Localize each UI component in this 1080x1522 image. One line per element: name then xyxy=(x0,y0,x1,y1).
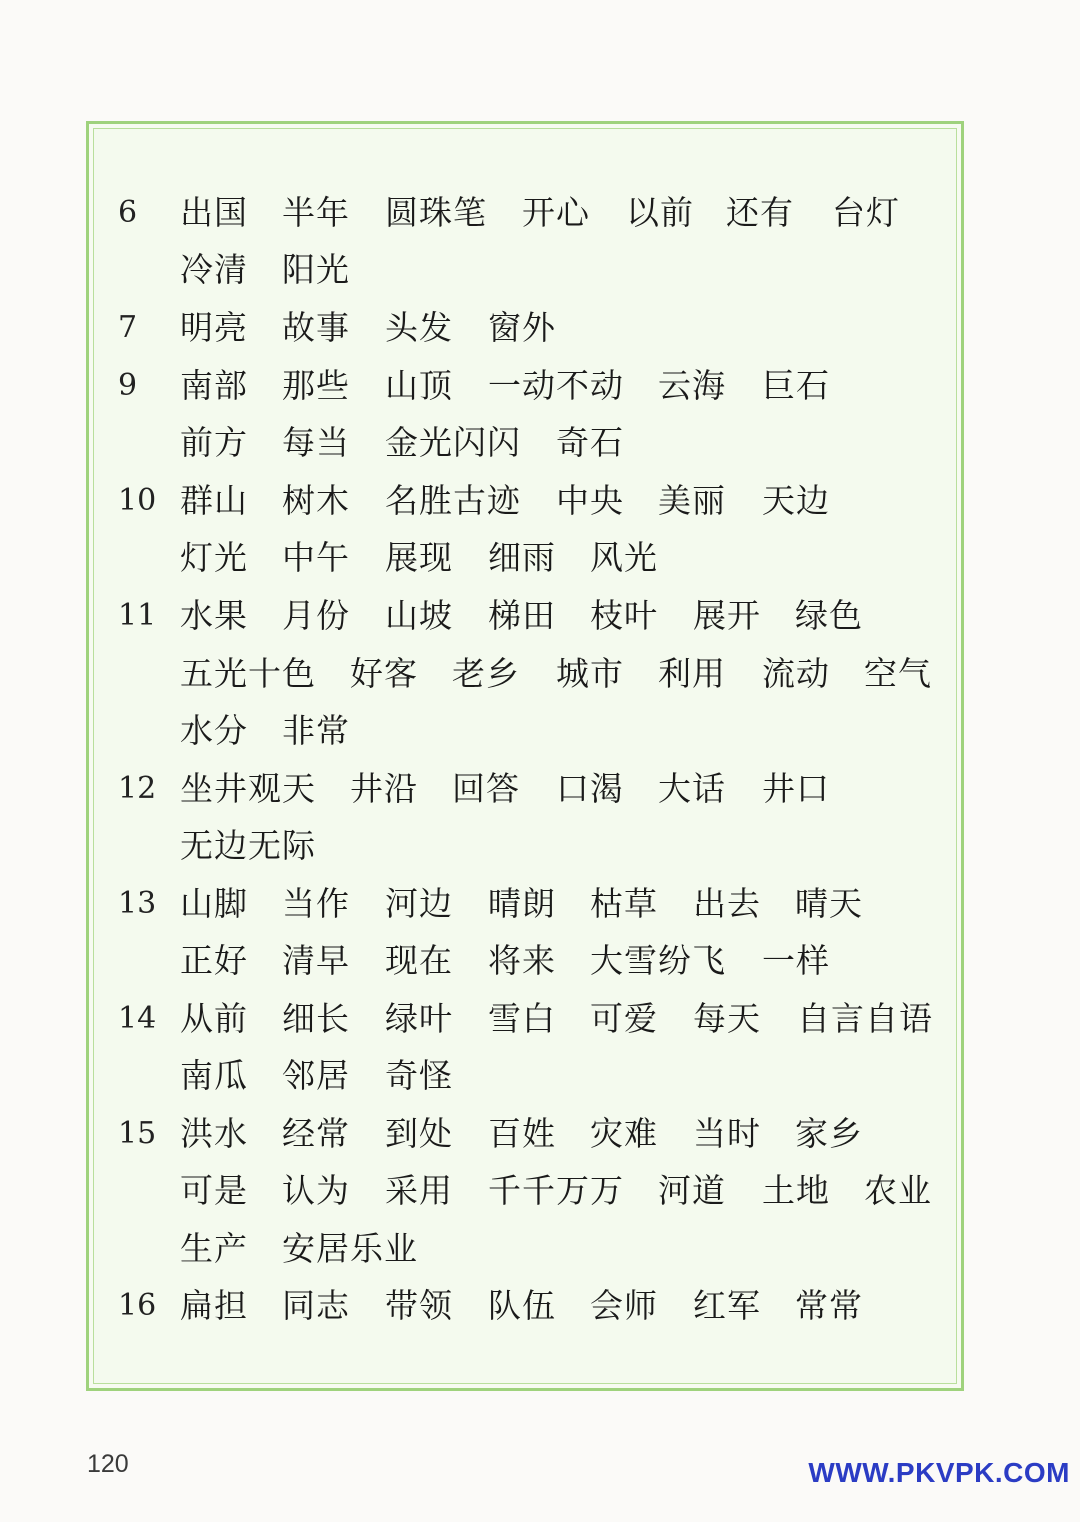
vocab-word: 经常 xyxy=(282,1114,350,1153)
vocab-word: 口渴 xyxy=(556,769,624,808)
vocab-word: 回答 xyxy=(452,769,520,808)
vocab-word: 还有 xyxy=(726,193,794,232)
lesson-number: 14 xyxy=(118,1001,157,1036)
lesson-number: 13 xyxy=(118,886,157,921)
vocab-word: 云海 xyxy=(658,366,726,405)
vocab-word: 大话 xyxy=(658,769,726,808)
vocab-word: 阳光 xyxy=(282,250,350,289)
vocab-word: 可爱 xyxy=(590,999,658,1038)
vocab-line xyxy=(0,193,1000,271)
vocab-word: 巨石 xyxy=(762,366,830,405)
vocab-word: 水分 xyxy=(180,711,248,750)
vocab-line xyxy=(0,1286,1000,1364)
lesson-number: 11 xyxy=(118,598,157,633)
vocab-word: 灯光 xyxy=(180,538,248,577)
vocab-word: 现在 xyxy=(385,941,453,980)
vocab-word: 从前 xyxy=(180,999,248,1038)
vocab-word: 坐井观天 xyxy=(180,769,316,808)
vocab-word: 天边 xyxy=(762,481,830,520)
vocab-word: 利用 xyxy=(658,654,726,693)
vocab-word: 中午 xyxy=(282,538,350,577)
vocab-word: 窗外 xyxy=(488,308,556,347)
vocab-word: 群山 xyxy=(180,481,248,520)
vocab-word: 每天 xyxy=(693,999,761,1038)
vocab-word: 土地 xyxy=(762,1171,830,1210)
vocab-word: 山顶 xyxy=(385,366,453,405)
vocab-word: 月份 xyxy=(282,596,350,635)
vocab-line xyxy=(0,999,1000,1077)
vocab-word: 自言自语 xyxy=(797,999,933,1038)
vocab-word: 井沿 xyxy=(350,769,418,808)
vocab-word: 认为 xyxy=(282,1171,350,1210)
vocab-word: 展现 xyxy=(385,538,453,577)
vocab-word: 队伍 xyxy=(488,1286,556,1325)
vocab-word: 开心 xyxy=(522,193,590,232)
vocab-line xyxy=(0,769,1000,847)
vocab-word: 名胜古迹 xyxy=(385,481,521,520)
vocab-word: 梯田 xyxy=(488,596,556,635)
vocab-word: 晴天 xyxy=(795,884,863,923)
vocab-word: 生产 xyxy=(180,1229,248,1268)
vocab-word: 风光 xyxy=(590,538,658,577)
vocab-word: 奇怪 xyxy=(385,1056,453,1095)
vocab-word: 那些 xyxy=(282,366,350,405)
lesson-number: 12 xyxy=(118,771,157,806)
vocab-word: 同志 xyxy=(282,1286,350,1325)
vocab-word: 农业 xyxy=(864,1171,932,1210)
lesson-number: 15 xyxy=(118,1116,157,1151)
vocab-word: 前方 xyxy=(180,423,248,462)
vocab-word: 家乡 xyxy=(795,1114,863,1153)
vocab-word: 可是 xyxy=(180,1171,248,1210)
vocab-word: 河道 xyxy=(658,1171,726,1210)
vocab-word: 山脚 xyxy=(180,884,248,923)
vocab-word: 头发 xyxy=(385,308,453,347)
vocab-word: 百姓 xyxy=(488,1114,556,1153)
vocab-word: 半年 xyxy=(282,193,350,232)
vocab-word: 晴朗 xyxy=(488,884,556,923)
vocab-word: 邻居 xyxy=(282,1056,350,1095)
vocab-word: 城市 xyxy=(556,654,624,693)
vocab-word: 展开 xyxy=(693,596,761,635)
vocab-word: 以前 xyxy=(626,193,694,232)
vocab-word: 故事 xyxy=(282,308,350,347)
vocab-word: 树木 xyxy=(282,481,350,520)
vocab-word: 雪白 xyxy=(488,999,556,1038)
vocab-word: 出国 xyxy=(180,193,248,232)
lesson-number: 7 xyxy=(118,310,138,345)
vocab-word: 台灯 xyxy=(832,193,900,232)
vocab-word: 冷清 xyxy=(180,250,248,289)
vocab-word: 无边无际 xyxy=(180,826,316,865)
vocab-word: 每当 xyxy=(282,423,350,462)
vocab-line xyxy=(0,654,1000,732)
vocab-word: 到处 xyxy=(385,1114,453,1153)
vocab-word: 清早 xyxy=(282,941,350,980)
lesson-number: 16 xyxy=(118,1288,157,1323)
vocab-word: 美丽 xyxy=(658,481,726,520)
vocab-word: 五光十色 xyxy=(180,654,316,693)
vocab-word: 金光闪闪 xyxy=(385,423,521,462)
vocab-word: 枯草 xyxy=(590,884,658,923)
vocab-word: 枝叶 xyxy=(590,596,658,635)
vocab-word: 南瓜 xyxy=(180,1056,248,1095)
vocab-word: 带领 xyxy=(385,1286,453,1325)
vocab-word: 山坡 xyxy=(385,596,453,635)
vocab-word: 中央 xyxy=(556,481,624,520)
vocab-word: 一动不动 xyxy=(488,366,624,405)
vocab-word: 正好 xyxy=(180,941,248,980)
vocab-word: 绿色 xyxy=(795,596,863,635)
vocab-word: 南部 xyxy=(180,366,248,405)
vocab-word: 好客 xyxy=(350,654,418,693)
vocab-word: 千千万万 xyxy=(488,1171,624,1210)
vocab-word: 采用 xyxy=(385,1171,453,1210)
vocab-word: 非常 xyxy=(282,711,350,750)
vocab-word: 奇石 xyxy=(556,423,624,462)
vocab-word: 当时 xyxy=(693,1114,761,1153)
vocab-word: 红军 xyxy=(693,1286,761,1325)
vocab-word: 出去 xyxy=(693,884,761,923)
vocab-word: 灾难 xyxy=(590,1114,658,1153)
lesson-number: 10 xyxy=(118,483,157,518)
lesson-number: 9 xyxy=(118,368,138,403)
vocab-word: 大雪纷飞 xyxy=(590,941,726,980)
vocab-word: 一样 xyxy=(762,941,830,980)
vocab-word: 圆珠笔 xyxy=(385,193,487,232)
vocab-word: 河边 xyxy=(385,884,453,923)
vocab-word: 将来 xyxy=(488,941,556,980)
vocab-word: 细长 xyxy=(282,999,350,1038)
site-watermark: WWW.PKVPK.COM xyxy=(808,1457,1070,1488)
vocab-word: 会师 xyxy=(590,1286,658,1325)
vocab-word: 空气 xyxy=(864,654,932,693)
vocab-word: 扁担 xyxy=(180,1286,248,1325)
vocab-word: 井口 xyxy=(762,769,830,808)
vocab-word: 流动 xyxy=(762,654,830,693)
vocab-word: 当作 xyxy=(282,884,350,923)
vocab-word: 常常 xyxy=(795,1286,863,1325)
vocab-word: 水果 xyxy=(180,596,248,635)
lesson-number: 6 xyxy=(118,195,138,230)
vocab-line xyxy=(0,1171,1000,1249)
vocab-word: 洪水 xyxy=(180,1114,248,1153)
vocab-word: 绿叶 xyxy=(385,999,453,1038)
vocab-word: 安居乐业 xyxy=(282,1229,418,1268)
vocab-word: 老乡 xyxy=(452,654,520,693)
vocab-word: 明亮 xyxy=(180,308,248,347)
vocab-word: 细雨 xyxy=(488,538,556,577)
page-number: 120 xyxy=(87,1450,129,1478)
